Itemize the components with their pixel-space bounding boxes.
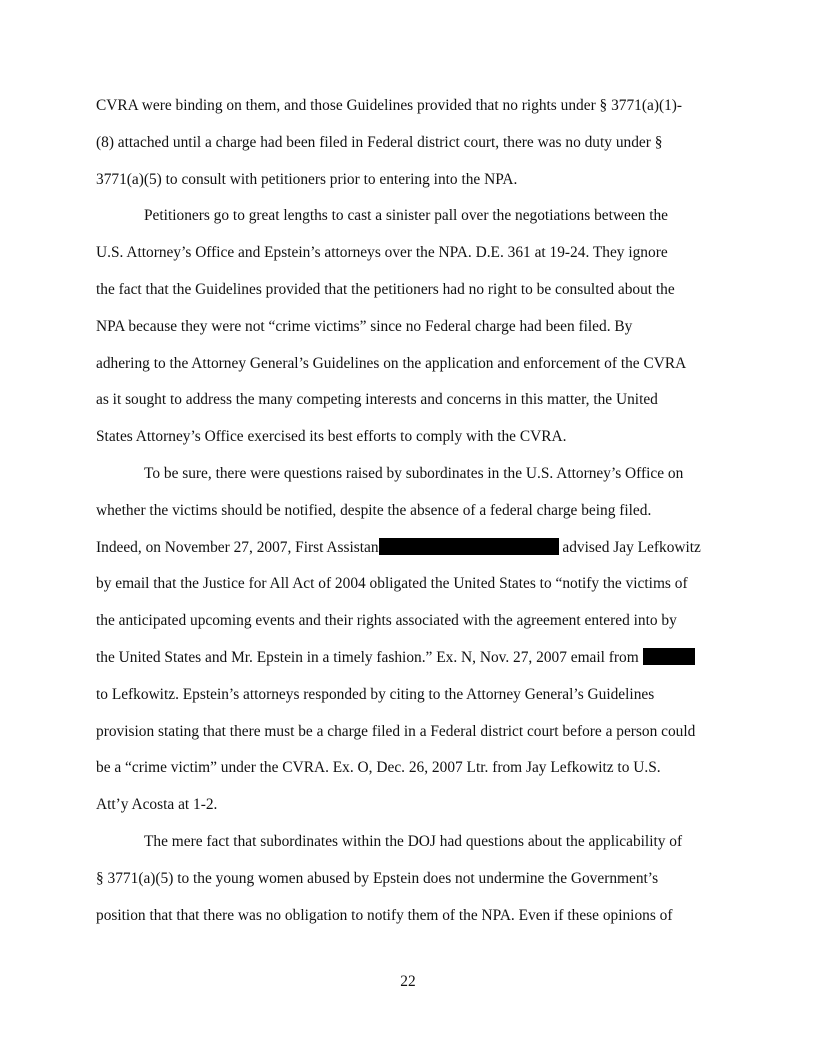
paragraph-start-line: Petitioners go to great lengths to cast a sinister pall over the negotiations between the bbox=[144, 207, 669, 224]
redaction-bar bbox=[643, 648, 695, 665]
text-line: adhering to the Attorney General’s Guidelines on the application and enforcement of the CVRA bbox=[96, 355, 687, 372]
text-segment: Indeed, on November 27, 2007, First Assistan bbox=[96, 539, 379, 556]
text-line: NPA because they were not “crime victims” since no Federal charge had been filed. By bbox=[96, 318, 633, 335]
text-line: to Lefkowitz. Epstein’s attorneys responded by citing to the Attorney General’s Guidelines bbox=[96, 686, 655, 703]
text-line-with-redaction bbox=[96, 648, 695, 668]
text-line: be a “crime victim” under the CVRA. Ex. O, Dec. 26, 2007 Ltr. from Jay Lefkowitz to U.S. bbox=[96, 759, 661, 776]
text-line: (8) attached until a charge had been filed in Federal district court, there was no duty under § bbox=[96, 134, 663, 151]
paragraph-start-line: The mere fact that subordinates within the DOJ had questions about the applicability of bbox=[144, 833, 683, 850]
redaction-bar bbox=[379, 538, 559, 555]
text-line: the fact that the Guidelines provided that the petitioners had no right to be consulted about the bbox=[96, 281, 675, 298]
text-line: § 3771(a)(5) to the young women abused by Epstein does not undermine the Government’s bbox=[96, 870, 659, 887]
text-segment: advised Jay Lefkowitz bbox=[558, 539, 701, 556]
text-line: as it sought to address the many competing interests and concerns in this matter, the United bbox=[96, 391, 658, 408]
text-line-with-redaction bbox=[96, 538, 701, 558]
text-segment: the United States and Mr. Epstein in a timely fashion.” Ex. N, Nov. 27, 2007 email from bbox=[96, 649, 643, 666]
text-line: position that that there was no obligation to notify them of the NPA. Even if these opinions of bbox=[96, 907, 673, 924]
text-line: provision stating that there must be a charge filed in a Federal district court before a person could bbox=[96, 723, 696, 740]
text-line: 3771(a)(5) to consult with petitioners prior to entering into the NPA. bbox=[96, 171, 518, 188]
text-line: CVRA were binding on them, and those Guidelines provided that no rights under § 3771(a)(1)- bbox=[96, 97, 683, 114]
text-line: States Attorney’s Office exercised its best efforts to comply with the CVRA. bbox=[96, 428, 567, 445]
text-line: by email that the Justice for All Act of 2004 obligated the United States to “notify the victims of bbox=[96, 575, 688, 592]
text-line: Att’y Acosta at 1-2. bbox=[96, 796, 218, 813]
text-line: the anticipated upcoming events and their rights associated with the agreement entered into by bbox=[96, 612, 677, 629]
paragraph-start-line: To be sure, there were questions raised by subordinates in the U.S. Attorney’s Office on bbox=[144, 465, 684, 482]
text-line: U.S. Attorney’s Office and Epstein’s attorneys over the NPA. D.E. 361 at 19-24. They ignore bbox=[96, 244, 668, 261]
text-line: whether the victims should be notified, despite the absence of a federal charge being filed. bbox=[96, 502, 652, 519]
page-number: 22 bbox=[400, 973, 416, 990]
